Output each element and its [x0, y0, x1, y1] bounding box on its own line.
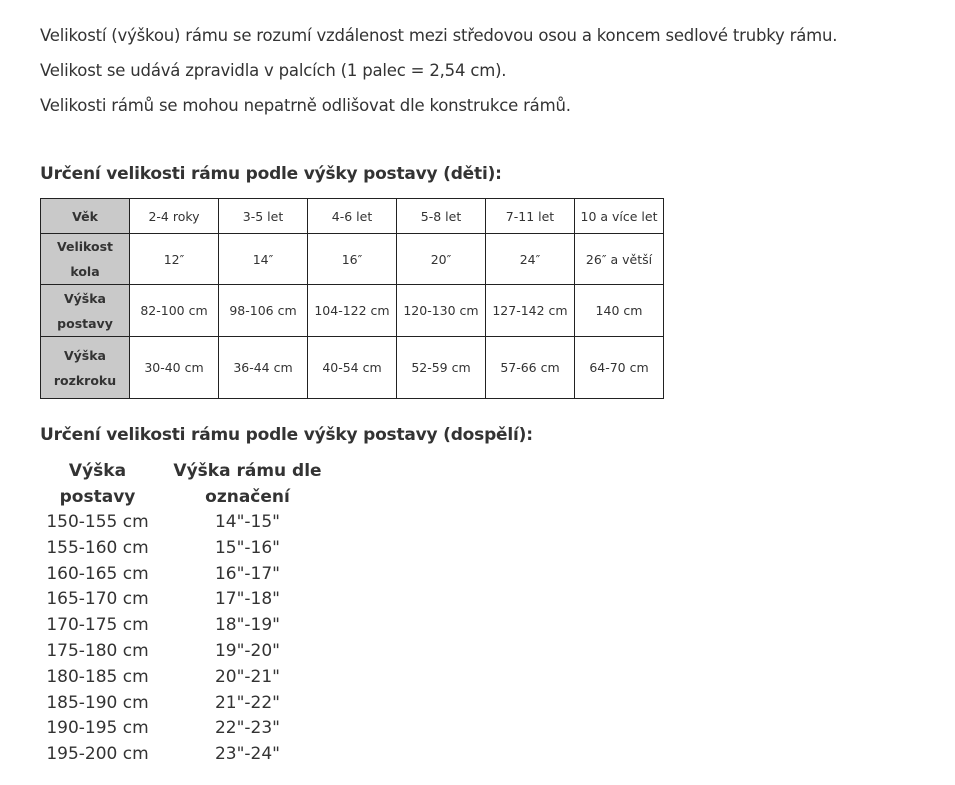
table-cell: 16″ [308, 234, 397, 285]
table-cell: 104-122 cm [308, 285, 397, 337]
table-cell: 10 a více let [575, 199, 664, 234]
row-header-body-height: Výška postavy [41, 285, 130, 337]
frame-size-value: 18"-19" [214, 615, 281, 636]
list-item [40, 742, 340, 768]
intro-line: Velikosti rámů se mohou nepatrně odlišovat dle konstrukce rámů. [40, 96, 571, 115]
frame-size-value: 16"-17" [214, 563, 281, 584]
intro-line: Velikostí (výškou) rámu se rozumí vzdálenost mezi středovou osou a koncem sedlové trubky rámu. [40, 26, 838, 45]
table-cell: 26″ a větší [575, 234, 664, 285]
adults-size-list [40, 458, 340, 768]
table-cell: 30-40 cm [130, 337, 219, 399]
row-header-inseam: Výška rozkroku [41, 337, 130, 399]
list-item [40, 562, 340, 588]
table-row [41, 337, 664, 399]
table-row [41, 199, 664, 234]
body-height-value: 165-170 cm [46, 589, 149, 610]
list-item [40, 510, 340, 536]
list-item [40, 613, 340, 639]
table-cell: 57-66 cm [486, 337, 575, 399]
frame-size-value: 22"-23" [214, 718, 281, 739]
intro-text [40, 18, 940, 123]
body-height-value: 190-195 cm [46, 718, 149, 739]
table-cell: 36-44 cm [219, 337, 308, 399]
table-cell: 2-4 roky [130, 199, 219, 234]
table-cell: 5-8 let [397, 199, 486, 234]
frame-size-value: 23"-24" [214, 744, 281, 765]
table-cell: 20″ [397, 234, 486, 285]
table-cell: 7-11 let [486, 199, 575, 234]
list-item [40, 536, 340, 562]
body-height-value: 180-185 cm [46, 666, 149, 687]
table-cell: 3-5 let [219, 199, 308, 234]
body-height-value: 150-155 cm [46, 512, 149, 532]
table-cell: 52-59 cm [397, 337, 486, 399]
body-height-value: 195-200 cm [46, 744, 149, 765]
table-cell: 98-106 cm [219, 285, 308, 337]
list-item [40, 639, 340, 665]
table-cell: 12″ [130, 234, 219, 285]
intro-line: Velikost se udává zpravidla v palcích (1 palec = 2,54 cm). [40, 61, 507, 80]
list-item [40, 691, 340, 717]
table-cell: 14″ [219, 234, 308, 285]
table-cell: 40-54 cm [308, 337, 397, 399]
column-header-body-height: Výška postavy [59, 461, 136, 507]
table-cell: 120-130 cm [397, 285, 486, 337]
body-height-value: 185-190 cm [46, 692, 149, 713]
list-item [40, 665, 340, 691]
body-height-value: 170-175 cm [46, 615, 149, 636]
frame-size-value: 14"-15" [214, 512, 281, 532]
table-cell: 4-6 let [308, 199, 397, 234]
body-height-value: 155-160 cm [46, 537, 149, 558]
frame-size-value: 19"-20" [214, 640, 281, 661]
body-height-value: 175-180 cm [46, 640, 149, 661]
body-height-value: 160-165 cm [46, 563, 149, 584]
row-header-wheel-size: Velikost kola [41, 234, 130, 285]
kids-size-table [40, 198, 664, 399]
frame-size-value: 17"-18" [214, 589, 281, 610]
table-cell: 24″ [486, 234, 575, 285]
frame-size-value: 15"-16" [214, 537, 281, 558]
adults-header-row [40, 458, 340, 510]
list-item [40, 587, 340, 613]
kids-heading: Určení velikosti rámu podle výšky postavy (děti): [40, 164, 502, 184]
table-row [41, 234, 664, 285]
row-header-age: Věk [41, 199, 130, 234]
table-cell: 64-70 cm [575, 337, 664, 399]
column-header-frame-size: Výška rámu dle označení [173, 461, 322, 507]
frame-size-value: 20"-21" [214, 666, 281, 687]
frame-size-value: 21"-22" [214, 692, 281, 713]
table-cell: 82-100 cm [130, 285, 219, 337]
table-cell: 140 cm [575, 285, 664, 337]
adults-heading: Určení velikosti rámu podle výšky postavy (dospělí): [40, 425, 533, 445]
table-cell: 127-142 cm [486, 285, 575, 337]
list-item [40, 716, 340, 742]
table-row [41, 285, 664, 337]
